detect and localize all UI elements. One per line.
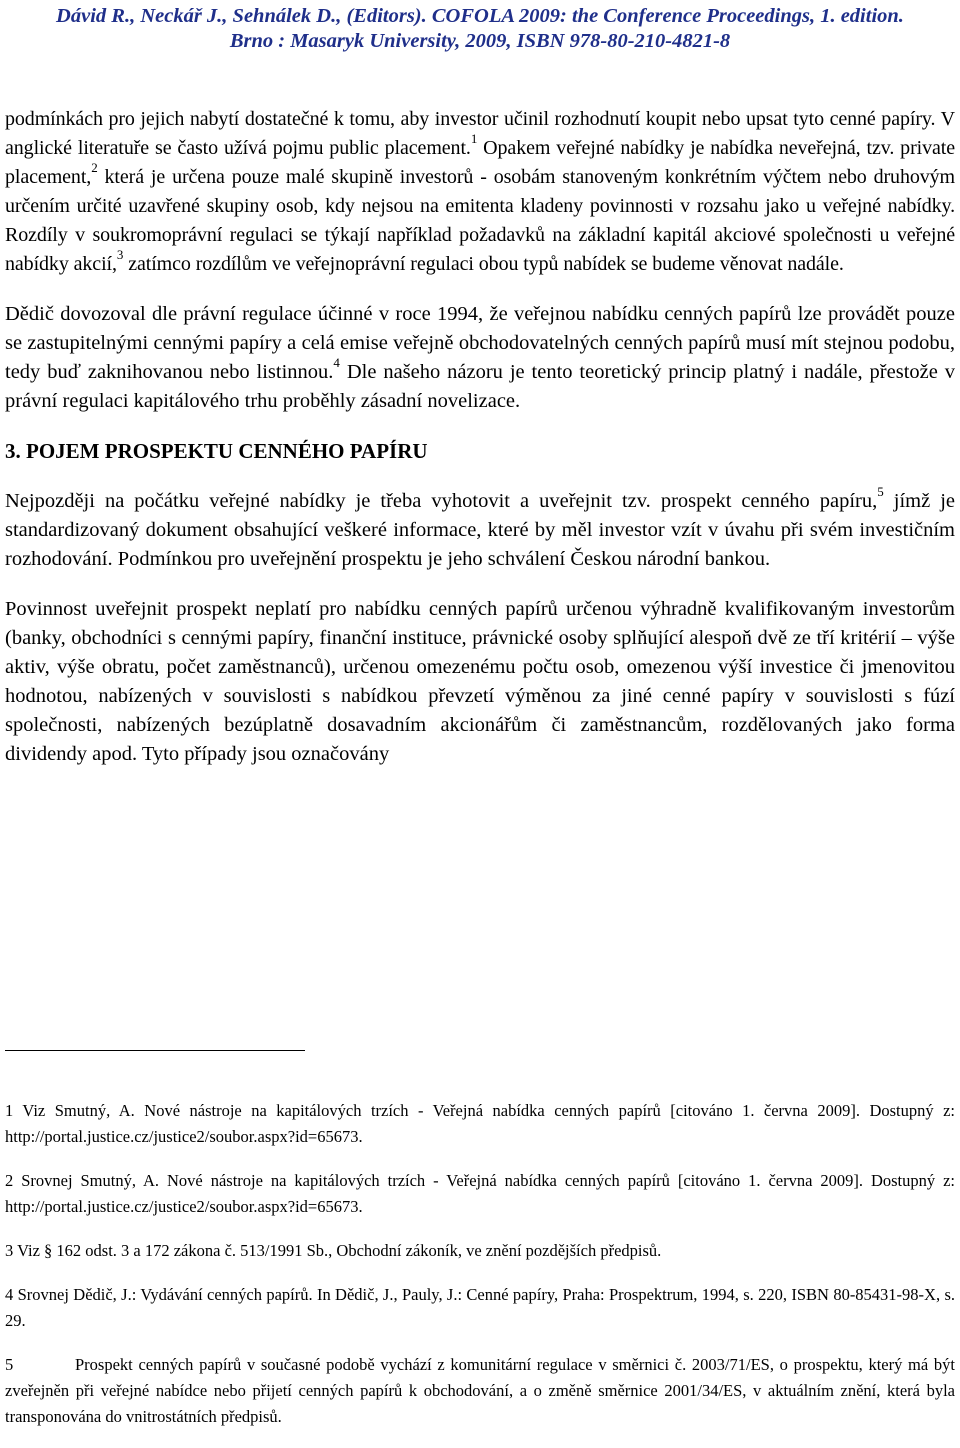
main-text — [5, 105, 955, 769]
paragraph-1 — [5, 105, 955, 279]
spacer — [5, 574, 955, 595]
header-line-2: Brno : Masaryk University, 2009, ISBN 978-80-210-4821-8 — [229, 30, 731, 52]
paragraph-1-text-a: podmínkách pro jejich nabytí dostatečné k tomu, aby investor učinil rozhodnutí koupit nebo upsat tyto cenné papíry. V anglické literatuře se často užívá pojmu public placement. — [5, 108, 955, 159]
header-line-1: Dávid R., Neckář J., Sehnálek D., (Editors). COFOLA 2009: the Conference Proceedings, 1. edition. — [56, 5, 904, 27]
footnote-1: 1 Viz Smutný, A. Nové nástroje na kapitálových trzích - Veřejná nabídka cenných papírů [citováno 1. června 2009]. Dostupný z: http://portal.justice.cz/justice2/soubor.aspx?id=65673. — [5, 1101, 955, 1146]
footnote-ref-3[interactable]: 3 — [116, 247, 124, 263]
footnote-ref-1[interactable]: 1 — [470, 131, 478, 147]
spacer — [5, 279, 955, 300]
footnote-4: 4 Srovnej Dědič, J.: Vydávání cenných papírů. In Dědič, J., Pauly, J.: Cenné papíry, Praha: Prospektrum, 1994, s. 220, ISBN 80-85431-98-X, s. 29. — [5, 1285, 955, 1330]
section-heading: 3. POJEM PROSPEKTU CENNÉHO PAPÍRU — [5, 439, 428, 463]
running-header — [0, 4, 960, 54]
paragraph-3-text-b: jímž je standardizovaný dokument obsahující veškeré informace, které by měl investor vzít v úvahu při svém investičním rozhodování. Podmínkou pro uveřejnění prospektu je jeho schválení Českou národní bankou. — [5, 490, 955, 570]
spacer — [5, 466, 955, 487]
paragraph-2 — [5, 300, 955, 416]
paragraph-1-text-b: Opakem veřejné nabídky je nabídka neveřejná, tzv. private placement, — [5, 137, 956, 188]
footnote-ref-2[interactable]: 2 — [91, 160, 98, 176]
footnote-5-text: Prospekt cenných papírů v současné podobě vychází z komunitární regulace v směrnici č. 2003/71/ES, o prospektu, který má být zveřejněn při veřejné nabídce nebo přijetí cenných papírů k obchodování, a o změně směrnice 2001/34/ES, v aktuálním znění, která byla transponována do vnitrostátních předpisů. — [5, 1355, 955, 1426]
paragraph-1-text-d: zatímco rozdílům ve veřejnoprávní regulaci obou typů nabídek se budeme věnovat nadále. — [123, 253, 844, 275]
footnotes — [5, 1098, 955, 1448]
paragraph-2-text-a: Dědič dovozoval dle právní regulace účinné v roce 1994, že veřejnou nabídku cenných papírů lze provádět pouze se zastupitelnými cennými papíry a celá emise veřejně obchodovatelných cenných papírů musí mít stejnou podobu, tedy buď zaknihovanou nebo listinnou. — [5, 303, 955, 383]
paragraph-3 — [5, 484, 955, 574]
spacer — [5, 416, 955, 437]
footnote-separator — [5, 1050, 305, 1051]
footnote-ref-5[interactable]: 5 — [877, 484, 884, 500]
paragraph-1-text-c: která je určena pouze malé skupině investorů - osobám stanoveným konkrétním výčtem nebo druhovým určením určité uzavřené skupiny osob, kdy nejsou na emitenta kladeny povinnosti v rozsahu jako u veřejné nabídky. Rozdíly v soukromoprávní regulaci se týkají například požadavků na základní kapitál akciové společnosti u veřejné nabídky akcií, — [5, 166, 955, 275]
footnote-5-number: 5 — [5, 1355, 14, 1374]
footnote-ref-4[interactable]: 4 — [333, 355, 340, 371]
paragraph-3-text-a: Nejpozději na počátku veřejné nabídky je třeba vyhotovit a uveřejnit tzv. prospekt cenného papíru, — [5, 490, 878, 512]
paragraph-2-text-b: Dle našeho názoru je tento teoretický princip platný i nadále, přestože v právní regulaci kapitálového trhu proběhly zásadní novelizace. — [5, 361, 955, 412]
paragraph-4: Povinnost uveřejnit prospekt neplatí pro nabídku cenných papírů určenou výhradně kvalifikovaným investorům (banky, obchodníci s cennými papíry, finanční instituce, právnické osoby splňující alespoň dvě ze tří kritérií – výše aktiv, výše obratu, počet zaměstnanců), určenou omezenému počtu osob, omezenou výší investice či jmenovitou hodnotou, nabízených v souvislosti s nabídkou převzetí výměnou za jiné cenné papíry v souvislosti s fúzí společnosti, nabízených bezúplatně dosavadním akcionářům či zaměstnancům, rozdělovaných jako forma dividendy apod. Tyto případy jsou označovány — [5, 598, 955, 765]
footnote-2: 2 Srovnej Smutný, A. Nové nástroje na kapitálových trzích - Veřejná nabídka cenných papírů [citováno 1. června 2009]. Dostupný z: http://portal.justice.cz/justice2/soubor.aspx?id=65673. — [5, 1171, 955, 1216]
footnote-3: 3 Viz § 162 odst. 3 a 172 zákona č. 513/1991 Sb., Obchodní zákoník, ve znění pozdějších předpisů. — [5, 1241, 662, 1260]
footnote-5 — [5, 1352, 955, 1430]
